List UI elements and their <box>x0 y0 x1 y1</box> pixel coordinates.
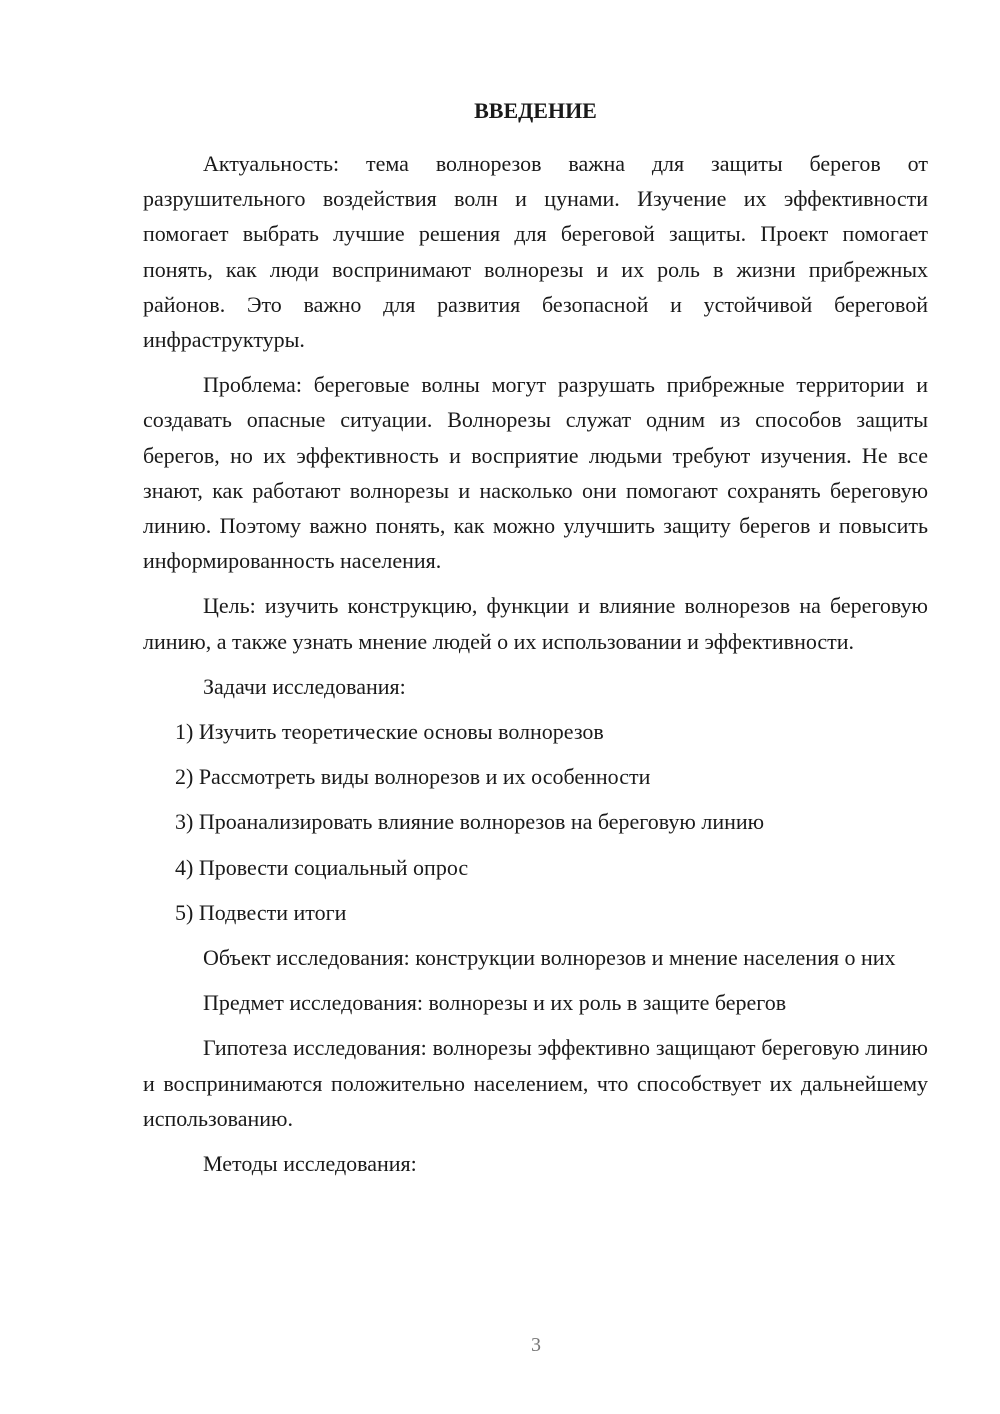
page-number: 3 <box>531 1334 541 1356</box>
goal-paragraph: Цель: изучить конструкцию, функции и влияние волнорезов на береговую линию, а также узнать мнение людей о их использовании и эффективности. <box>143 593 928 654</box>
tasks-list <box>143 714 928 930</box>
list-item: 2) Рассмотреть виды волнорезов и их особенности <box>175 764 651 790</box>
methods-title: Методы исследования: <box>203 1151 417 1177</box>
relevance-paragraph: Актуальность: тема волнорезов важна для защиты берегов от разрушительного воздействия волн и цунами. Изучение их эффективности помогает выбрать лучшие решения для береговой защиты. Проект помогает понять, как люди воспринимают волнорезы и их роль в жизни прибрежных районов. Это важно для развития безопасной и устойчивой береговой инфраструктуры. <box>143 151 928 353</box>
list-item: 1) Изучить теоретические основы волнорезов <box>175 719 604 745</box>
section-heading: ВВЕДЕНИЕ <box>474 98 597 123</box>
tasks-title: Задачи исследования: <box>203 673 406 699</box>
hypothesis-paragraph: Гипотеза исследования: волнорезы эффективно защищают береговую линию и воспринимаются положительно населением, что способствует их дальнейшему использованию. <box>143 1035 928 1131</box>
list-item: 4) Провести социальный опрос <box>175 854 469 880</box>
problem-paragraph: Проблема: береговые волны могут разрушать прибрежные территории и создавать опасные ситуации. Волнорезы служат одним из способов защиты берегов, но их эффективность и восприятие людьми требуют изучения. Не все знают, как работают волнорезы и насколько они помогают сохранять береговую линию. Поэтому важно понять, как можно улучшить защиту берегов и повысить информированность населения. <box>143 372 928 574</box>
subject-paragraph: Предмет исследования: волнорезы и их роль в защите берегов <box>203 990 787 1016</box>
page-content <box>143 93 928 1191</box>
list-item: 3) Проанализировать влияние волнорезов на береговую линию <box>175 809 765 835</box>
list-item: 5) Подвести итоги <box>175 899 347 925</box>
object-paragraph: Объект исследования: конструкции волнорезов и мнение населения о них <box>203 945 896 971</box>
